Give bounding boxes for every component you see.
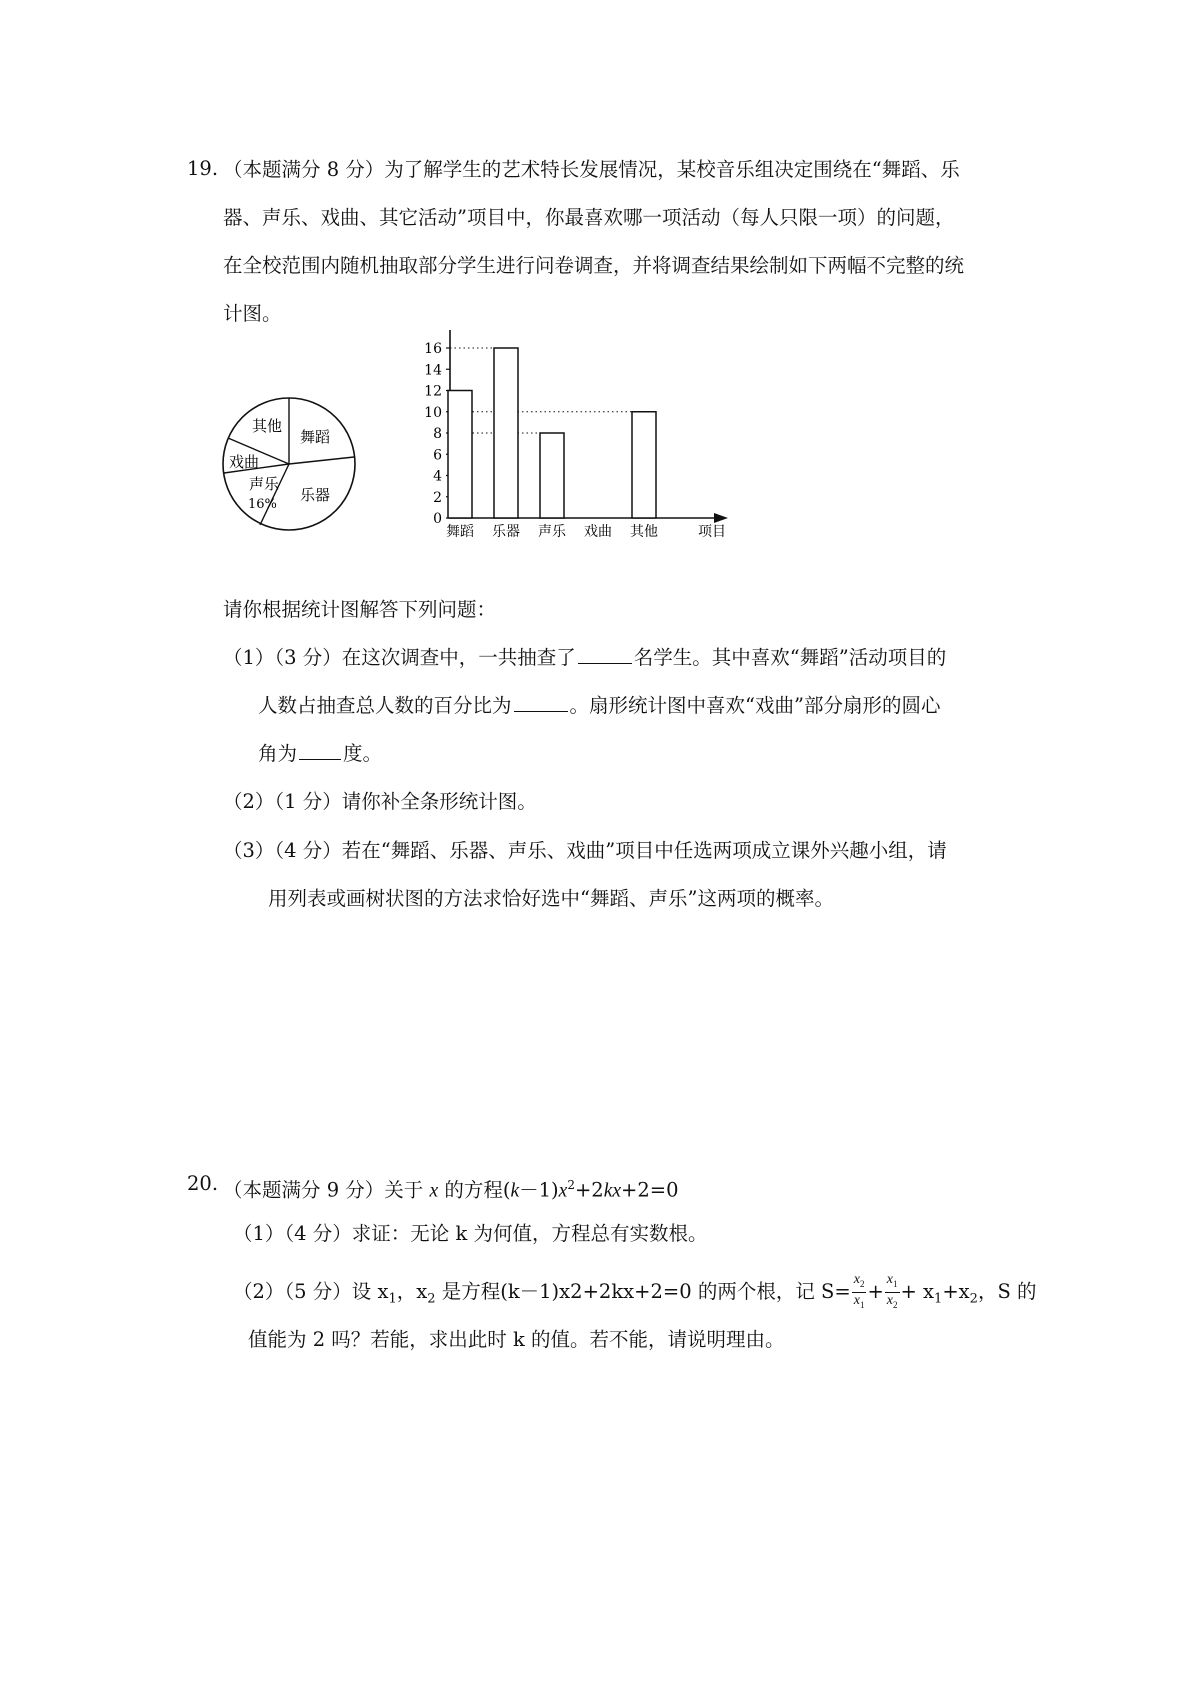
x-axis-label: 项目 <box>698 524 726 540</box>
plus-sign: + <box>867 1279 884 1303</box>
q20-sub: 1 <box>388 1291 397 1307</box>
y-tick-label: 4 <box>433 468 442 485</box>
frac-sub: 1 <box>859 1299 865 1310</box>
y-tick-label: 0 <box>433 511 442 527</box>
x-category-label: 声乐 <box>538 524 566 540</box>
question-text-line: 在全校范围内随机抽取部分学生进行问卷调查，并将调查结果绘制如下两幅不完整的统 <box>223 254 965 277</box>
part-1-text: 名学生。其中喜欢“舞蹈”活动项目的 <box>633 646 947 669</box>
bar <box>540 433 564 518</box>
q20-var: k <box>510 1180 520 1202</box>
pie-label-instrument: 乐器 <box>300 486 331 504</box>
q20-text: 的方程( <box>438 1178 511 1202</box>
y-tick-label: 2 <box>433 489 442 506</box>
bar-chart <box>420 330 800 590</box>
question-20-head <box>223 1172 679 1205</box>
part-3-line-1: （3）（4 分）若在“舞蹈、乐器、声乐、戏曲”项目中任选两项成立课外兴趣小组，请 <box>223 839 947 862</box>
q20-var: kx <box>603 1180 622 1202</box>
frac-sub: 1 <box>893 1278 898 1289</box>
pie-label-dance: 舞蹈 <box>300 428 331 446</box>
frac-sub: 2 <box>859 1278 865 1289</box>
q20-part-2-line-2: 值能为 2 吗？若能，求出此时 k 的值。若不能，请说明理由。 <box>248 1328 785 1351</box>
q20-exponent: 2 <box>567 1178 575 1192</box>
y-tick-label: 16 <box>424 341 442 357</box>
part-1-line-2 <box>258 693 940 719</box>
answer-blank-percent[interactable] <box>514 693 568 712</box>
q20-sub: 1 <box>934 1291 943 1307</box>
y-tick-label: 12 <box>424 383 442 400</box>
part-3-line-2: 用列表或画树状图的方法求恰好选中“舞蹈、声乐”这两项的概率。 <box>268 887 834 910</box>
pie-label-other: 其他 <box>252 417 283 435</box>
q20-text: ，x <box>396 1279 428 1303</box>
y-tick-label: 10 <box>424 404 442 421</box>
q20-sub: 2 <box>969 1291 978 1307</box>
q20-text: ，S 的 <box>977 1279 1037 1303</box>
question-text-line: 器、声乐、戏曲、其它活动”项目中，你最喜欢哪一项活动（每人只限一项）的问题， <box>223 206 955 229</box>
x-axis-arrow <box>714 513 728 523</box>
bar <box>494 348 518 518</box>
question-text-line: 计图。 <box>223 302 282 325</box>
q20-sub: 2 <box>427 1291 436 1307</box>
q20-var: x <box>558 1180 568 1202</box>
q20-part-1: （1）（4 分）求证：无论 k 为何值，方程总有实数根。 <box>233 1222 708 1245</box>
pie-label-vocal-percent: 16% <box>248 497 277 512</box>
bar <box>448 391 472 519</box>
y-tick-label: 14 <box>424 362 442 379</box>
part-1-text: 角为 <box>258 742 298 765</box>
y-tick-label: 8 <box>433 426 442 442</box>
q20-text: +2=0 <box>621 1178 679 1202</box>
frac-denominator: x <box>853 1292 860 1308</box>
x-category-label: 其他 <box>630 524 658 540</box>
x-category-label: 舞蹈 <box>446 524 474 540</box>
part-1-line-1 <box>223 645 946 671</box>
q20-text: 是方程(k－1)x2+2kx+2=0 的两个根，记 S= <box>435 1279 851 1303</box>
q20-text: －1) <box>519 1178 559 1202</box>
pie-label-vocal: 声乐 <box>249 475 280 493</box>
part-2: （2）（1 分）请你补全条形统计图。 <box>223 790 537 813</box>
bar <box>632 412 656 518</box>
frac-sub: 2 <box>893 1299 898 1310</box>
y-tick-label: 6 <box>433 447 442 464</box>
question-number: 19. <box>187 157 219 180</box>
question-text-line: （本题满分 8 分）为了解学生的艺术特长发展情况，某校音乐组决定围绕在“舞蹈、乐 <box>223 158 960 181</box>
frac-numerator: x <box>853 1272 860 1287</box>
q20-text: （本题满分 9 分）关于 <box>223 1178 430 1202</box>
x-category-label: 戏曲 <box>584 524 612 540</box>
x-category-label: 乐器 <box>492 524 520 540</box>
part-1-text: 人数占抽查总人数的百分比为 <box>258 694 512 717</box>
answer-blank-angle[interactable] <box>299 741 341 760</box>
frac-numerator: x <box>886 1272 893 1287</box>
pie-label-opera: 戏曲 <box>229 453 260 471</box>
question-number: 20. <box>187 1172 219 1195</box>
part-1-text: 。扇形统计图中喜欢“戏曲”部分扇形的圆心 <box>569 694 941 717</box>
part-1-text: 度。 <box>343 742 383 765</box>
fraction-x2-over-x1 <box>852 1272 867 1313</box>
pie-chart <box>220 395 360 535</box>
fraction-x1-over-x2 <box>885 1272 900 1313</box>
q20-text: +x <box>942 1279 970 1303</box>
part-1-text: （1）（3 分）在这次调查中，一共抽查了 <box>223 646 576 669</box>
q20-part-2-line-1 <box>233 1272 1037 1313</box>
q20-text: （2）（5 分）设 x <box>233 1279 389 1303</box>
part-1-line-3 <box>258 741 382 767</box>
answer-blank-total[interactable] <box>578 645 632 664</box>
q20-text: +2 <box>574 1178 604 1202</box>
q20-var: x <box>429 1180 439 1202</box>
question-prompt: 请你根据统计图解答下列问题： <box>223 598 497 621</box>
frac-denominator: x <box>886 1292 893 1308</box>
q20-text: + x <box>900 1279 935 1303</box>
